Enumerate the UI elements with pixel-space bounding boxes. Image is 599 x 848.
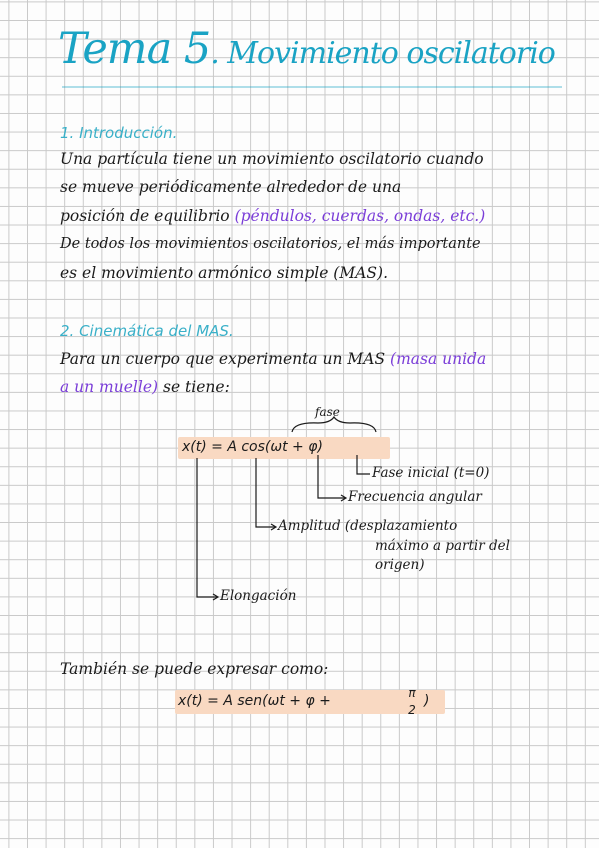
title-main: Tema 5 bbox=[58, 24, 211, 74]
section-1-heading: 1. Introducción. bbox=[60, 124, 178, 142]
label-elongacion: Elongación bbox=[220, 588, 297, 604]
fase-label: fase bbox=[315, 405, 340, 419]
cinematica-purple-2: a un muelle) bbox=[60, 378, 159, 396]
intro-line-4: De todos los movimientos oscilatorios, el más importante bbox=[60, 236, 481, 252]
main-equation: x(t) = A cos(ωt + φ) bbox=[182, 439, 323, 455]
intro-line-5: es el movimiento armónico simple (MAS). bbox=[60, 264, 389, 282]
intro-examples: (péndulos, cuerdas, ondas, etc.) bbox=[234, 207, 486, 225]
fraction-denominator: 2 bbox=[408, 703, 416, 717]
intro-line-2: se mueve periódicamente alrededor de una bbox=[60, 178, 402, 196]
title-sub: . Movimiento oscilatorio bbox=[210, 36, 555, 71]
intro-line-1: Una partícula tiene un movimiento oscilatorio cuando bbox=[60, 150, 484, 168]
alternative-intro: También se puede expresar como: bbox=[60, 660, 329, 678]
label-amplitud-2: máximo a partir del bbox=[375, 538, 510, 554]
label-frecuencia-angular: Frecuencia angular bbox=[348, 489, 482, 505]
alternative-equation: x(t) = A sen(ωt + φ + bbox=[178, 693, 331, 709]
label-amplitud-3: origen) bbox=[375, 557, 425, 573]
cinematica-line-1-text: Para un cuerpo que experimenta un MAS bbox=[60, 350, 386, 368]
cinematica-line-2-text: se tiene: bbox=[163, 378, 230, 396]
alternative-equation-close: ) bbox=[424, 693, 430, 709]
intro-line-3-text: posición de equilibrio bbox=[60, 207, 230, 225]
label-amplitud: Amplitud (desplazamiento bbox=[278, 518, 458, 534]
section-2-heading: 2. Cinemática del MAS. bbox=[60, 322, 234, 340]
label-fase-inicial: Fase inicial (t=0) bbox=[372, 465, 490, 481]
fraction-numerator: π bbox=[408, 686, 416, 700]
cinematica-purple-1: (masa unida bbox=[390, 350, 487, 368]
